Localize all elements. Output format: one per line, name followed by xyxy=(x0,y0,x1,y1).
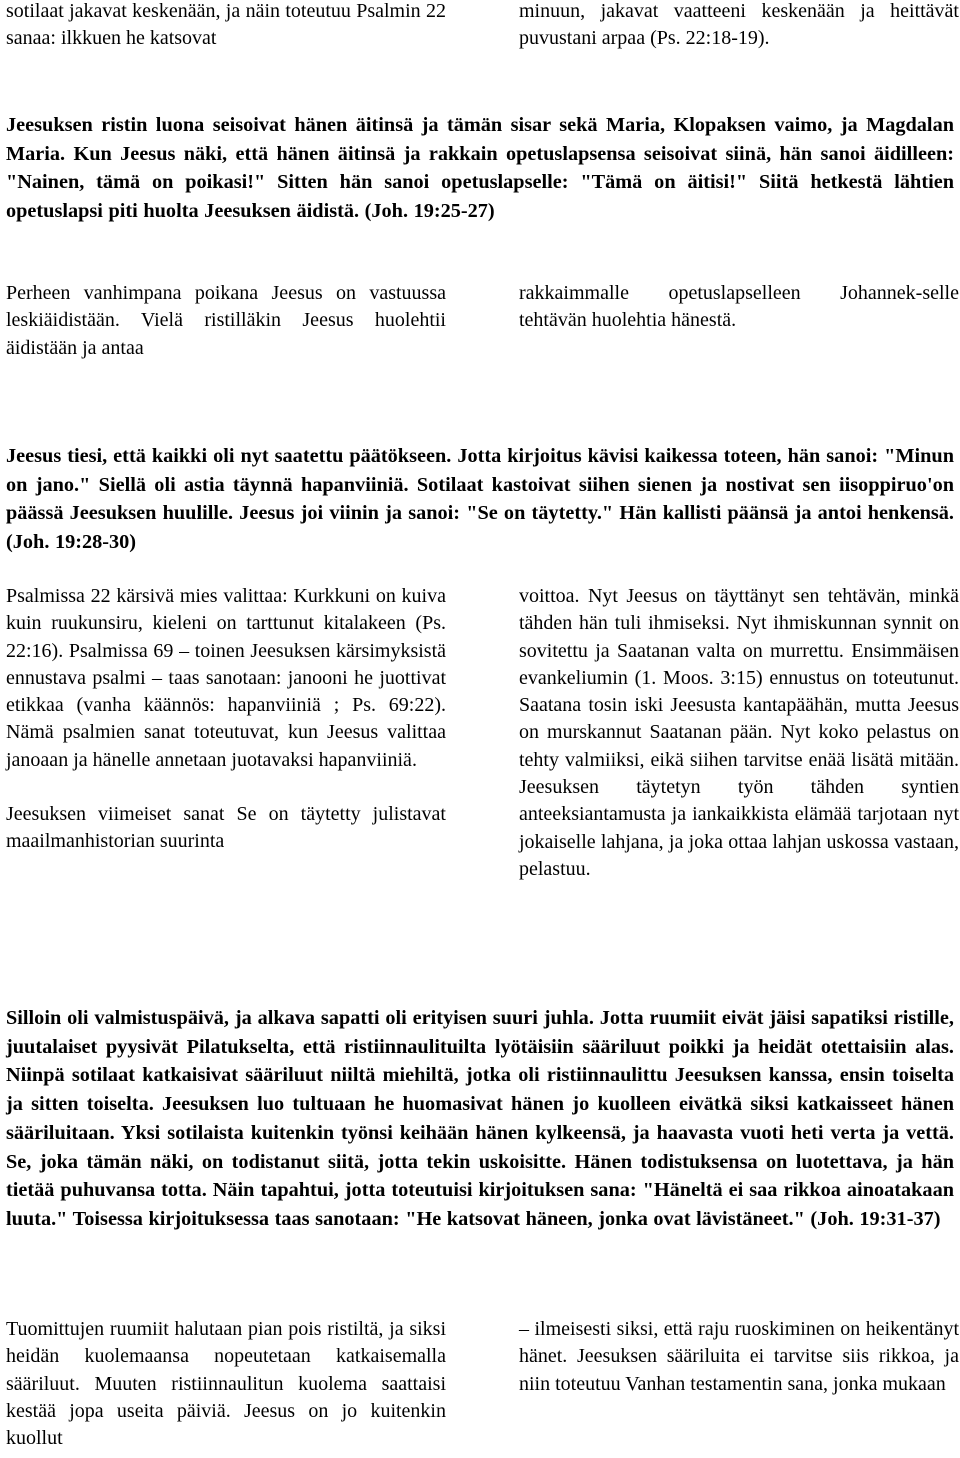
commentary-2-left-paragraph-1: Psalmissa 22 kärsivä mies valittaa: Kurkkuni on kuiva kuin ruukunsiru, kieleni on tarttunut kitalakeen (Ps. 22:16). Psalmissa 69 – toinen Jeesuksen kärsimyksistä ennustava psalmi – taas sanotaan: janooni he juottivat etikkaa (vanha käännös: hapanviiniä ; Ps. 69:22). Nämä psalmien sanat toteutuvat, kun Jeesus valittaa janoaan ja hänelle annetaan juotavaksi hapanviiniä. xyxy=(6,585,446,771)
commentary-1-right: rakkaimmalle opetuslapselleen Johannek-selle tehtävän huolehtia hänestä. xyxy=(519,282,959,332)
top-left-column: sotilaat jakavat keskenään, ja näin toteutuu Psalmin 22 sanaa: ilkkuen he katsovat xyxy=(6,0,446,50)
scripture-paragraph-1: Jeesuksen ristin luona seisoivat hänen äitinsä ja tämän sisar sekä Maria, Klopaksen vaimo, ja Magdalan Maria. Kun Jeesus näki, että hänen äitinsä ja rakkain opetuslapsensa seisoivat siinä, hän sanoi äidilleen: "Nainen, tämä on poikasi!" Sitten hän sanoi opetuslapselle: "Tämä on äitisi!" Siitä hetkestä lähtien opetuslapsi piti huolta Jeesuksen äidistä. (Joh. 19:25-27) xyxy=(6,114,954,223)
commentary-3-left: Tuomittujen ruumiit halutaan pian pois ristiltä, ja siksi heidän kuolemaansa nopeutetaan katkaisemalla sääriluut. Muuten ristiinnaulitun kuolema saattaisi kestää jopa useita päiviä. Jeesus on jo kuitenkin kuollut xyxy=(6,1318,446,1450)
scripture-paragraph-2: Jeesus tiesi, että kaikki oli nyt saatettu päätökseen. Jotta kirjoitus kävisi kaikessa toteen, hän sanoi: "Minun on jano." Siellä oli astia täynnä hapanviiniä. Sotilaat kastoivat siihen sienen ja nostivat sen iisoppiruo'on päässä Jeesuksen huulille. Jeesus joi viinin ja sanoi: "Se on täytetty." Hän kallisti päänsä ja antoi henkensä. (Joh. 19:28-30) xyxy=(6,445,954,554)
top-right-column: minuun, jakavat vaatteeni keskenään ja heittävät puvustani arpaa (Ps. 22:18-19). xyxy=(519,0,959,50)
scripture-paragraph-3: Silloin oli valmistuspäivä, ja alkava sapatti oli erityisen suuri juhla. Jotta ruumiit eivät jäisi sapatiksi ristille, juutalaiset pyysivät Pilatukselta, että ristiinnaulituilta lyötäisiin sääriluut poikki ja heidät otettaisiin alas. Niinpä sotilaat katkaisivat sääriluut niiltä miehiltä, jotka oli ristiinnaulittu Jeesuksen kanssa, ensin toiselta ja sitten toiselta. Jeesuksen luo tultuaan he huomasivat hänen jo kuolleen eivätkä siksi katkaisseet hänen sääriluitaan. Yksi sotilaista kuitenkin työnsi keihään hänen kylkeensä, ja haavasta vuoti heti verta ja vettä. Se, joka tämän näki, on todistanut siitä, jotta tekin uskoisitte. Hänen todistuksensa on luotettava, ja hän tietää puhuvansa totta. Näin tapahtui, jotta toteutuisi kirjoituksen sana: "Häneltä ei saa rikkoa ainoatakaan luuta." Toisessa kirjoituksessa taas sanotaan: "He katsovat häneen, jonka ovat lävistäneet." (Joh. 19:31-37) xyxy=(6,1007,954,1230)
commentary-1-left: Perheen vanhimpana poikana Jeesus on vastuussa leskiäidistään. Vielä ristilläkin Jeesus huolehtii äidistään ja antaa xyxy=(6,282,446,359)
commentary-2-right: voittoa. Nyt Jeesus on täyttänyt sen tehtävän, minkä tähden hän tuli ihmiseksi. Nyt ihmiskunnan synnit on sovitettu ja Saatanan valta on murrettu. Ensimmäisen evankeliumin (1. Moos. 3:15) ennustus on toteutunut. Saatana tosin iski Jeesusta kantapäähän, mutta Jeesus on murskannut Saatanan pään. Nyt koko pelastus on tehty valmiiksi, eikä siihen tarvitse enää lisätä mitään. Jeesuksen täytetyn työn tähden syntien anteeksiantamusta ja iankaikkista elämää tarjotaan nyt jokaiselle lahjana, ja joka ottaa lahjan uskossa vastaan, pelastuu. xyxy=(519,585,959,880)
commentary-2-left-paragraph-2: Jeesuksen viimeiset sanat Se on täytetty julistavat maailmanhistorian suurinta xyxy=(6,803,446,853)
commentary-3-right: – ilmeisesti siksi, että raju ruoskiminen on heikentänyt hänet. Jeesuksen sääriluita ei tarvitse siis rikkoa, ja niin toteutuu Vanhan testamentin sana, jonka mukaan xyxy=(519,1318,959,1395)
